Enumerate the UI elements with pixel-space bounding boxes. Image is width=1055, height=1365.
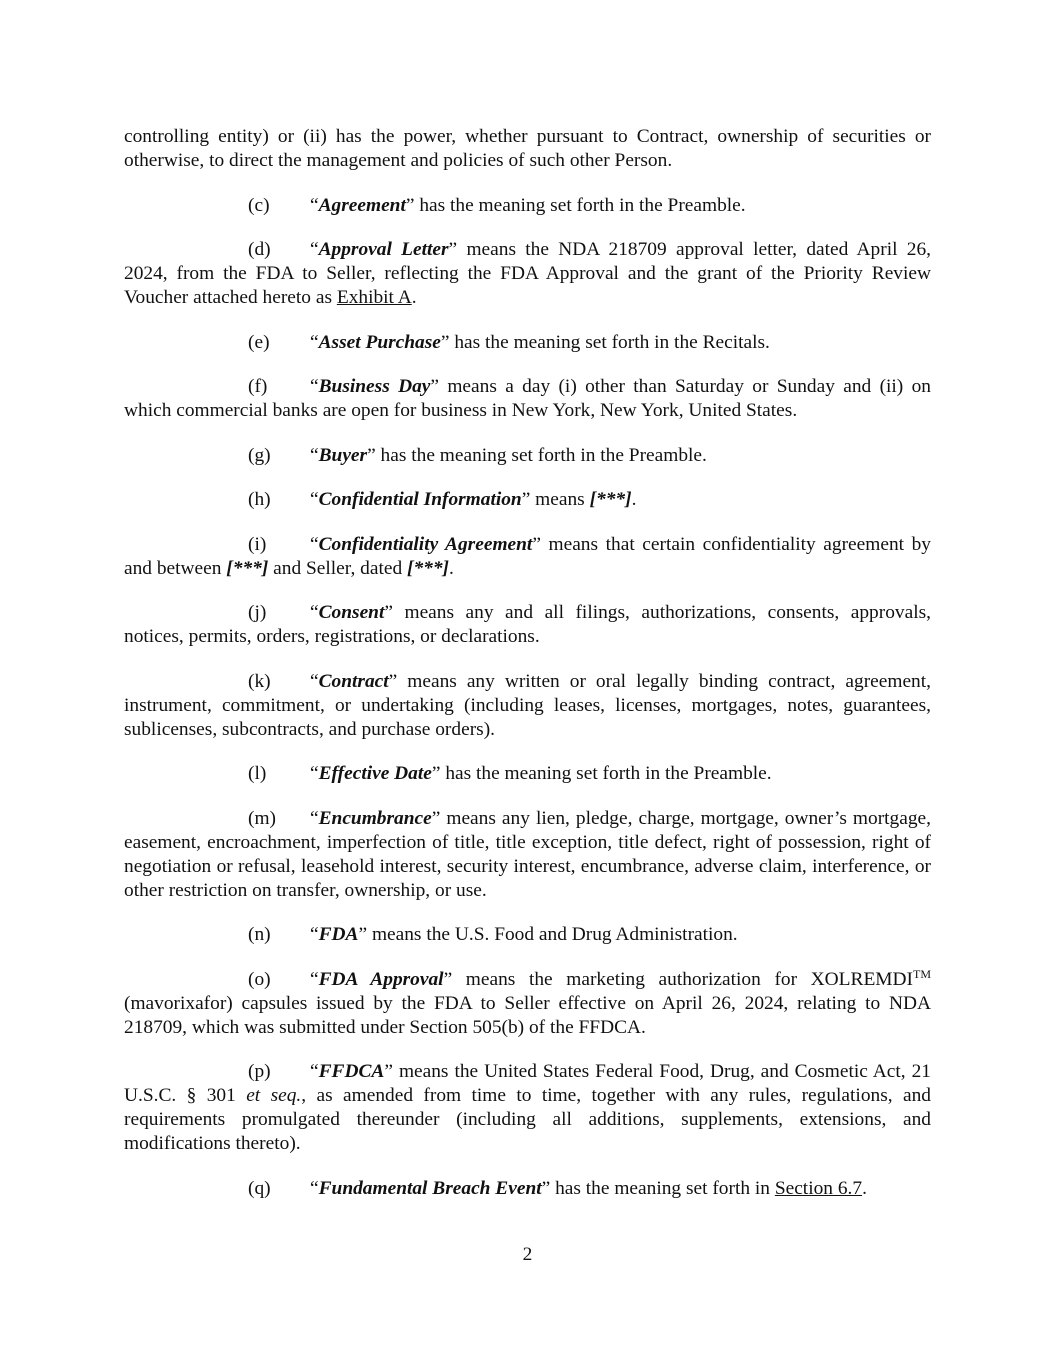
- definition-l: (l) “Effective Date” has the meaning set forth in the Preamble.: [248, 763, 772, 784]
- defined-term: Business Day: [318, 376, 431, 397]
- definition-text: ” has the meaning set forth in the Preamble.: [367, 444, 707, 466]
- et-seq-italic: et seq.: [246, 1085, 302, 1106]
- defined-term: Confidential Information: [318, 489, 522, 510]
- definition-label: (k): [248, 670, 271, 692]
- definition-e: (e) “Asset Purchase” has the meaning set forth in the Recitals.: [248, 331, 770, 353]
- defined-term: FFDCA: [318, 1061, 385, 1082]
- definition-text: ” means: [521, 489, 590, 510]
- defined-term: FDA: [318, 924, 359, 945]
- definition-label: (g): [248, 444, 271, 466]
- definition-label: (h): [248, 489, 271, 510]
- defined-term: Approval Letter: [318, 239, 449, 260]
- document-page: [124, 125, 931, 1221]
- definition-label: (n): [248, 924, 271, 945]
- definition-h: (h) “Confidential Information” means [***].: [248, 489, 637, 510]
- definition-f: (f) “Business Day” means a day (i) other than Saturday or Sunday and (ii) on which commercial banks are open for business in New York, New York, United States.: [124, 376, 931, 421]
- defined-term: Encumbrance: [318, 807, 432, 829]
- defined-term: Consent: [318, 602, 385, 623]
- redaction-marker: [***]: [226, 557, 269, 579]
- redaction-marker: [***]: [407, 557, 450, 579]
- definition-text: ” means any and all filings, authorizations, consents, approvals, notices, permits, orders, registrations, or declarations.: [124, 602, 931, 647]
- section-6-7-link[interactable]: Section 6.7: [774, 1177, 863, 1199]
- defined-term: FDA Approval: [318, 968, 444, 990]
- definition-text: ” has the meaning set forth in the Preamble.: [431, 763, 772, 784]
- definition-label: (q): [248, 1177, 271, 1199]
- defined-term: Asset Purchase: [318, 331, 441, 353]
- definition-d: (d) “Approval Letter” means the NDA 218709 approval letter, dated April 26, 2024, from the FDA to Seller, reflecting the FDA Approval and the grant of the Priority Review Voucher attached hereto as Exhibit A.: [124, 239, 932, 308]
- definition-text: ” means the United States Federal Food, Drug, and Cosmetic Act, 21 U.S.C. § 301: [124, 1061, 931, 1106]
- definition-label: (e): [248, 331, 270, 353]
- defined-term: Fundamental Breach Event: [318, 1177, 542, 1199]
- definition-text: ” means the U.S. Food and Drug Administration.: [358, 924, 738, 945]
- definition-label: (l): [248, 763, 267, 784]
- definition-text: ” means any written or oral legally binding contract, agreement, instrument, commitment, or undertaking (including leases, licenses, mortgages, notes, guarantees, sublicenses, subcontracts, and purchase orders).: [124, 670, 931, 740]
- page-number: 2: [522, 1244, 533, 1265]
- definition-o: (o) “FDA Approval” means the marketing authorization for XOLREMDI™ (mavorixafor) capsules issued by the FDA to Seller effective on April 26, 2024, relating to NDA 218709, which was submitted under Section 505(b) of the FFDCA.: [124, 966, 932, 1038]
- definition-text: ” has the meaning set forth in the Preamble.: [405, 194, 746, 216]
- definition-label: (j): [248, 602, 267, 623]
- definition-text: ” means the marketing authorization for XOLREMDI: [443, 968, 914, 990]
- definition-label: (o): [248, 968, 271, 990]
- definition-text: ” means that certain confidentiality agreement by and between: [124, 533, 931, 579]
- continuation-paragraph: [124, 125, 931, 173]
- exhibit-a-link[interactable]: Exhibit A: [336, 287, 412, 308]
- definition-text: ” has the meaning set forth in: [541, 1177, 775, 1199]
- definition-c: (c) “Agreement” has the meaning set forth in the Preamble.: [248, 194, 746, 216]
- definition-p: (p) “FFDCA” means the United States Federal Food, Drug, and Cosmetic Act, 21 U.S.C. § 301 et seq., as amended from time to time, together with any rules, regulations, and requirements promulgated thereunder (including all additions, supplements, extensions, and modifications thereto).: [124, 1061, 931, 1154]
- trademark-superscript: TM: [913, 966, 932, 981]
- definition-q: (q) “Fundamental Breach Event” has the meaning set forth in Section 6.7.: [248, 1177, 867, 1199]
- defined-term: Contract: [318, 670, 389, 692]
- definition-label: (m): [248, 807, 276, 829]
- definition-text: ” means any lien, pledge, charge, mortgage, owner’s mortgage, easement, encroachment, imperfection of title, title exception, title defect, right of possession, right of negotiation or refusal, leasehold interest, security interest, encumbrance, adverse claim, interference, or other restriction on transfer, ownership, or use.: [124, 807, 931, 901]
- redaction-marker: [***]: [589, 489, 632, 510]
- definition-label: (f): [248, 376, 268, 397]
- definition-m: (m) “Encumbrance” means any lien, pledge, charge, mortgage, owner’s mortgage, easement, encroachment, imperfection of title, title exception, title defect, right of possession, right of negotiation or refusal, leasehold interest, security interest, encumbrance, adverse claim, interference, or other restriction on transfer, ownership, or use.: [124, 807, 931, 901]
- continuation-text: controlling entity) or (ii) has the power, whether pursuant to Contract, ownership of securities or otherwise, to direct the management and policies of such other Person.: [124, 126, 931, 171]
- definition-text: ” means the NDA 218709 approval letter, dated April 26, 2024, from the FDA to Seller, reflecting the FDA Approval and the grant of the Priority Review Voucher attached hereto as: [124, 239, 932, 308]
- defined-term: Effective Date: [318, 763, 432, 784]
- definition-label: (d): [248, 239, 271, 260]
- definition-label: (p): [248, 1061, 271, 1082]
- definition-j: (j) “Consent” means any and all filings, authorizations, consents, approvals, notices, permits, orders, registrations, or declarations.: [124, 602, 931, 647]
- definition-label: (i): [248, 533, 267, 555]
- definition-text: ” has the meaning set forth in the Recitals.: [440, 331, 770, 353]
- defined-term: Buyer: [318, 444, 368, 466]
- definition-i: (i) “Confidentiality Agreement” means that certain confidentiality agreement by and between [***] and Seller, dated [***].: [124, 533, 931, 579]
- defined-term: Agreement: [318, 194, 406, 216]
- definition-n: (n) “FDA” means the U.S. Food and Drug Administration.: [248, 924, 738, 945]
- definition-text: ” means a day (i) other than Saturday or Sunday and (ii) on which commercial banks are open for business in New York, New York, United States.: [124, 376, 931, 421]
- defined-term: Confidentiality Agreement: [318, 533, 533, 555]
- definition-k: (k) “Contract” means any written or oral legally binding contract, agreement, instrument, commitment, or undertaking (including leases, licenses, mortgages, notes, guarantees, sublicenses, subcontracts, and purchase orders).: [124, 670, 931, 740]
- definition-label: (c): [248, 194, 270, 216]
- definition-g: (g) “Buyer” has the meaning set forth in the Preamble.: [248, 444, 707, 466]
